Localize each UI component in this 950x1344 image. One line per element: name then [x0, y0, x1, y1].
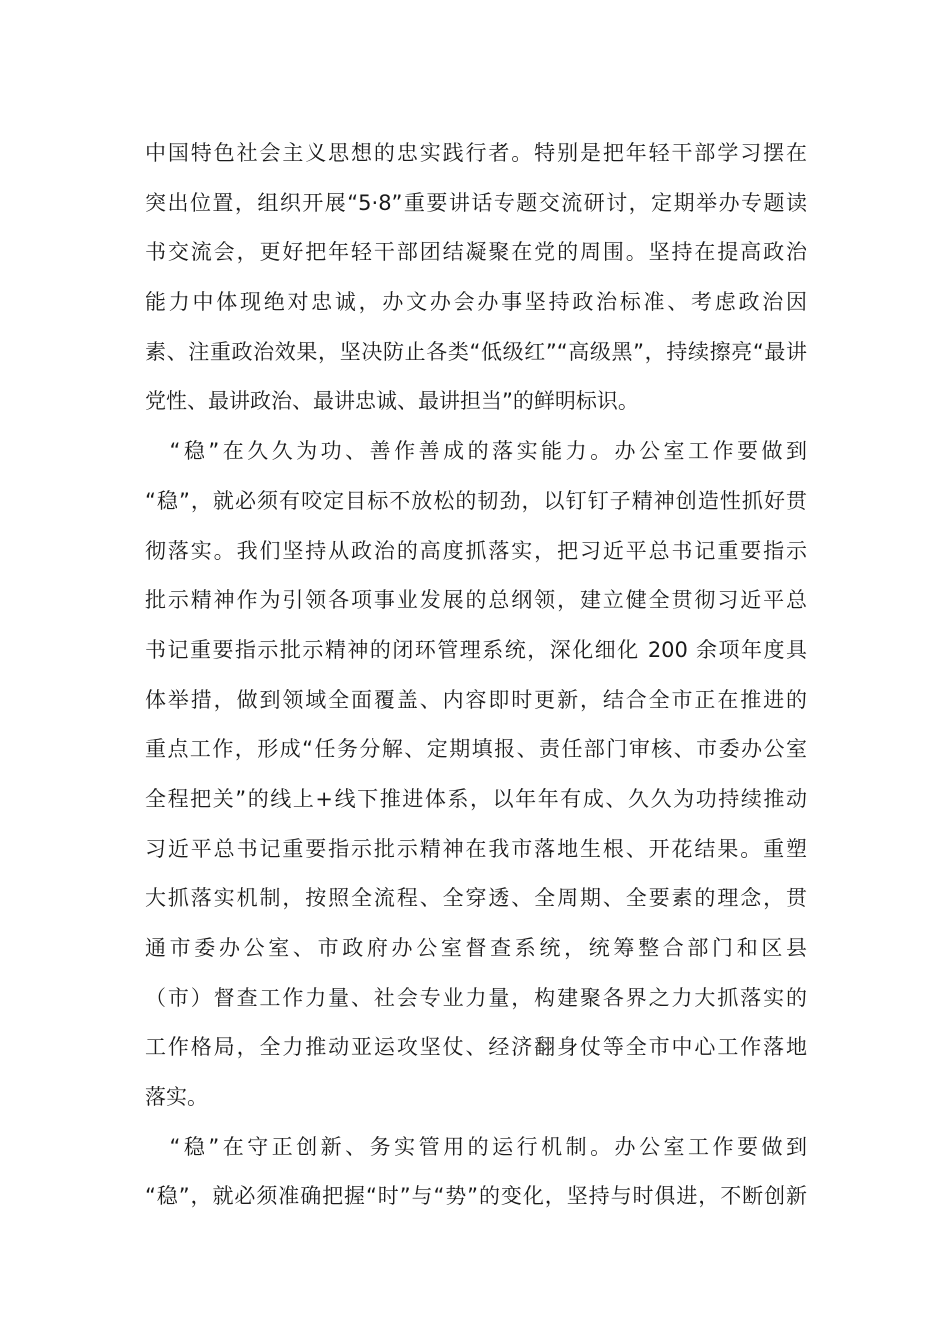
paragraph-line: “稳”，就必须有咬定目标不放松的韧劲，以钉钉子精神创造性抓好贯 — [145, 488, 807, 513]
paragraph-line: “稳”在守正创新、务实管用的运行机制。办公室工作要做到 — [145, 1134, 807, 1159]
paragraph-line: 落实。 — [145, 1085, 208, 1110]
paragraph-line: 大抓落实机制，按照全流程、全穿透、全周期、全要素的理念，贯 — [145, 886, 807, 911]
paragraph-line: 素、注重政治效果，坚决防止各类“低级红”“高级黑”，持续擦亮“最讲 — [145, 339, 807, 364]
paragraph-1 — [145, 129, 807, 427]
paragraph-line: 书交流会，更好把年轻干部团结凝聚在党的周围。坚持在提高政治 — [145, 240, 807, 265]
paragraph-line: 批示精神作为引领各项事业发展的总纲领，建立健全贯彻习近平总 — [145, 588, 807, 613]
paragraph-line: （市）督查工作力量、社会专业力量，构建聚各界之力大抓落实的 — [145, 985, 807, 1010]
paragraph-line: 能力中体现绝对忠诚，办文办会办事坚持政治标准、考虑政治因 — [145, 290, 807, 315]
paragraph-line: 全程把关”的线上+线下推进体系，以年年有成、久久为功持续推动 — [145, 786, 807, 811]
paragraph-line: 习近平总书记重要指示批示精神在我市落地生根、开花结果。重塑 — [145, 836, 807, 861]
paragraph-line: 中国特色社会主义思想的忠实践行者。特别是把年轻干部学习摆在 — [145, 141, 807, 165]
paragraph-line: 书记重要指示批示精神的闭环管理系统，深化细化 200 余项年度具 — [145, 637, 807, 662]
paragraph-line: 体举措，做到领域全面覆盖、内容即时更新，结合全市正在推进的 — [145, 687, 807, 712]
paragraph-2 — [145, 427, 807, 1123]
paragraph-line: “稳”，就必须准确把握“时”与“势”的变化，坚持与时俱进，不断创新 — [145, 1184, 807, 1209]
paragraph-line: 通市委办公室、市政府办公室督查系统，统筹整合部门和区县 — [145, 936, 807, 960]
paragraph-line: 突出位置，组织开展“5·8”重要讲话专题交流研讨，定期举办专题读 — [145, 190, 807, 215]
paragraph-3 — [145, 1123, 807, 1222]
paragraph-line: 彻落实。我们坚持从政治的高度抓落实，把习近平总书记重要指示 — [145, 538, 807, 563]
paragraph-line: “稳”在久久为功、善作善成的落实能力。办公室工作要做到 — [145, 439, 807, 464]
document-body — [145, 129, 807, 1222]
paragraph-line: 重点工作，形成“任务分解、定期填报、责任部门审核、市委办公室 — [145, 737, 807, 762]
paragraph-line: 党性、最讲政治、最讲忠诚、最讲担当”的鲜明标识。 — [145, 389, 639, 414]
paragraph-line: 工作格局，全力推动亚运攻坚仗、经济翻身仗等全市中心工作落地 — [145, 1035, 807, 1060]
